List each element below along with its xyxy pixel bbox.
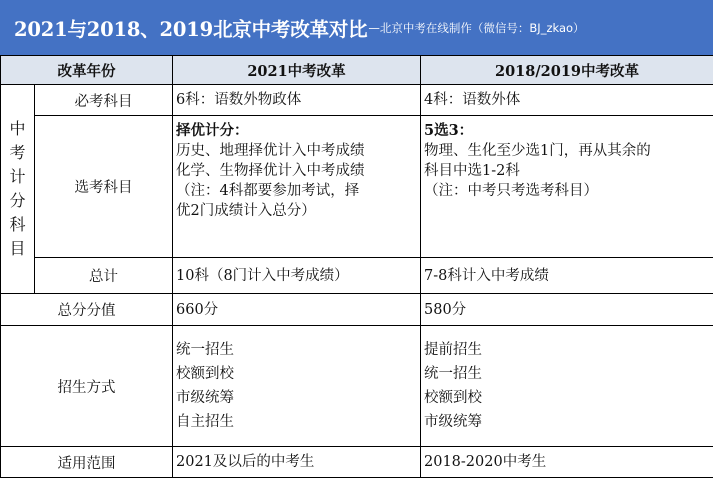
row-label-elective: 选考科目 bbox=[35, 116, 173, 258]
admission-2021-item: 校额到校 bbox=[176, 362, 420, 386]
elective-2018-line: （注：中考只考选考科目） bbox=[424, 181, 713, 201]
elective-2018-title: 5选3： bbox=[424, 121, 713, 141]
admission-2018-item: 校额到校 bbox=[424, 386, 713, 410]
group-char: 中 bbox=[1, 117, 34, 141]
banner-credit: —北京中考在线制作（微信号：BJ_zkao） bbox=[368, 20, 584, 36]
elective-2018-line: 物理、生化至少选1门，再从其余的 bbox=[424, 141, 713, 161]
required-2018: 4科：语数外体 bbox=[421, 85, 713, 116]
comparison-table bbox=[0, 55, 713, 478]
required-2021: 6科：语数外物政体 bbox=[173, 85, 421, 116]
row-label-total: 总计 bbox=[35, 258, 173, 294]
elective-2021-line: （注：4科都要参加考试，择 bbox=[176, 181, 420, 201]
title-banner bbox=[0, 0, 713, 55]
elective-2018 bbox=[421, 116, 713, 258]
elective-2018-line: 科目中选1-2科 bbox=[424, 161, 713, 181]
group-char: 计 bbox=[1, 165, 34, 189]
header-year: 改革年份 bbox=[1, 56, 173, 85]
group-char: 目 bbox=[1, 237, 34, 261]
header-2021: 2021中考改革 bbox=[173, 56, 421, 85]
admission-2021 bbox=[173, 326, 421, 447]
admission-2021-item: 市级统筹 bbox=[176, 386, 420, 410]
group-char: 考 bbox=[1, 141, 34, 165]
banner-title: 2021与2018、2019北京中考改革对比 bbox=[14, 14, 367, 42]
admission-2018 bbox=[421, 326, 713, 447]
admission-2021-item: 自主招生 bbox=[176, 410, 420, 434]
group-label-exam-subjects bbox=[1, 85, 35, 294]
score-2021: 660分 bbox=[173, 294, 421, 326]
row-required bbox=[1, 85, 713, 116]
elective-2021-line: 化学、生物择优计入中考成绩 bbox=[176, 161, 420, 181]
score-2018: 580分 bbox=[421, 294, 713, 326]
admission-2018-item: 市级统筹 bbox=[424, 410, 713, 434]
row-label-scope: 适用范围 bbox=[1, 447, 173, 478]
row-label-admission: 招生方式 bbox=[1, 326, 173, 447]
row-total bbox=[1, 258, 713, 294]
scope-2018: 2018-2020中考生 bbox=[421, 447, 713, 478]
admission-2018-item: 提前招生 bbox=[424, 338, 713, 362]
group-char: 分 bbox=[1, 189, 34, 213]
row-label-required: 必考科目 bbox=[35, 85, 173, 116]
admission-2021-item: 统一招生 bbox=[176, 338, 420, 362]
row-admission bbox=[1, 326, 713, 447]
row-scope bbox=[1, 447, 713, 478]
row-elective bbox=[1, 116, 713, 258]
elective-2021 bbox=[173, 116, 421, 258]
group-char: 科 bbox=[1, 213, 34, 237]
scope-2021: 2021及以后的中考生 bbox=[173, 447, 421, 478]
row-score bbox=[1, 294, 713, 326]
total-2018: 7-8科计入中考成绩 bbox=[421, 258, 713, 294]
elective-2021-line: 历史、地理择优计入中考成绩 bbox=[176, 141, 420, 161]
admission-2018-item: 统一招生 bbox=[424, 362, 713, 386]
row-label-score: 总分分值 bbox=[1, 294, 173, 326]
header-row bbox=[1, 56, 713, 85]
elective-2021-title: 择优计分： bbox=[176, 121, 420, 141]
total-2021: 10科（8门计入中考成绩） bbox=[173, 258, 421, 294]
header-2018: 2018/2019中考改革 bbox=[421, 56, 713, 85]
elective-2021-line: 优2门成绩计入总分） bbox=[176, 201, 420, 221]
